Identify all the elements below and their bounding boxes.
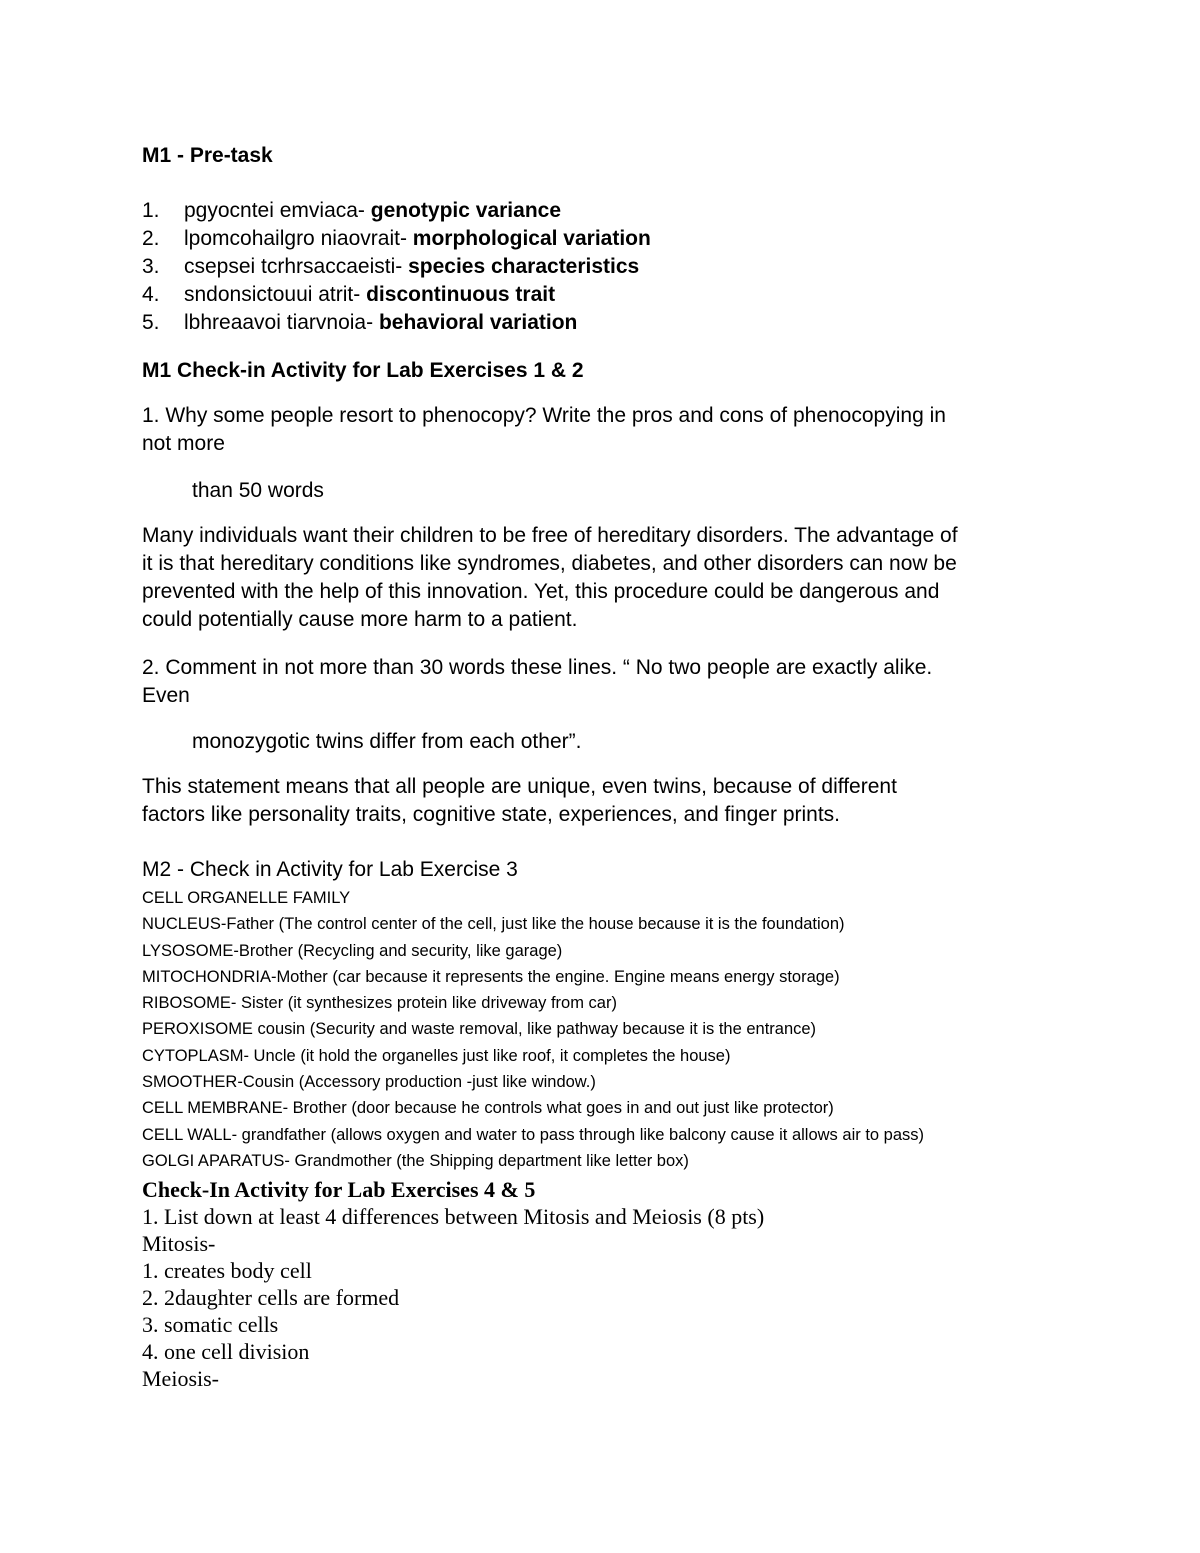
scrambled-word: pgyocntei emviaca- xyxy=(184,199,365,222)
answer-line: This statement means that all people are unique, even twins, because of different xyxy=(142,775,897,798)
content-line: 4. one cell division xyxy=(142,1339,310,1364)
answer-line: prevented with the help of this innovation. Yet, this procedure could be dangerous and xyxy=(142,580,940,603)
question-2-line3: monozygotic twins differ from each other”. xyxy=(192,730,582,753)
item-number: 2. xyxy=(142,227,160,250)
scrambled-word: lbhreaavoi tiarvnoia- xyxy=(184,311,374,334)
question-2-line2: Even xyxy=(142,684,190,707)
list-line: GOLGI APARATUS- Grandmother (the Shipping department like letter box) xyxy=(142,1151,689,1170)
item-number: 5. xyxy=(142,311,160,334)
answer: morphological variation xyxy=(412,227,651,250)
pretask-item xyxy=(142,281,651,309)
pretask-item xyxy=(142,253,651,281)
scrambled-word: lpomcohailgro niaovrait- xyxy=(184,227,407,250)
item-number: 4. xyxy=(142,283,160,306)
answer-2 xyxy=(142,773,897,829)
question-2-line1: 2. Comment in not more than 30 words these lines. “ No two people are exactly alike. xyxy=(142,656,933,679)
answer-1 xyxy=(142,522,958,634)
list-line: CYTOPLASM- Uncle (it hold the organelles just like roof, it completes the house) xyxy=(142,1046,731,1065)
m2-heading: M2 - Check in Activity for Lab Exercise 3 xyxy=(142,858,518,881)
pretask-heading: M1 - Pre-task xyxy=(142,144,273,167)
pretask-item xyxy=(142,225,651,253)
answer: species characteristics xyxy=(408,255,640,278)
answer-line: could potentially cause more harm to a patient. xyxy=(142,608,578,631)
answer-line: it is that hereditary conditions like syndromes, diabetes, and other disorders can now be xyxy=(142,552,957,575)
list-line: RIBOSOME- Sister (it synthesizes protein like driveway from car) xyxy=(142,994,617,1013)
checkin45-heading: Check-In Activity for Lab Exercises 4 & 5 xyxy=(142,1177,536,1202)
item-number: 1. xyxy=(142,199,160,222)
list-line: SMOOTHER-Cousin (Accessory production -just like window.) xyxy=(142,1073,596,1092)
content-line: 1. creates body cell xyxy=(142,1258,312,1283)
list-line: LYSOSOME-Brother (Recycling and security, like garage) xyxy=(142,941,563,960)
pretask-item xyxy=(142,309,651,337)
checkin12-heading: M1 Check-in Activity for Lab Exercises 1 & 2 xyxy=(142,359,584,382)
pretask-item xyxy=(142,197,651,225)
content-line: 3. somatic cells xyxy=(142,1312,279,1337)
question-1-line3: than 50 words xyxy=(192,479,324,502)
scrambled-word: sndonsictouui atrit- xyxy=(184,283,361,306)
content-line: Mitosis- xyxy=(142,1231,216,1256)
answer-line: factors like personality traits, cognitive state, experiences, and finger prints. xyxy=(142,803,841,826)
answer: behavioral variation xyxy=(378,311,578,334)
answer: discontinuous trait xyxy=(366,283,556,306)
content-line: Meiosis- xyxy=(142,1366,219,1391)
question-1-line1: 1. Why some people resort to phenocopy? Write the pros and cons of phenocopying in xyxy=(142,404,946,427)
pretask-list xyxy=(142,197,651,337)
checkin45-content xyxy=(142,1203,764,1392)
answer-line: Many individuals want their children to be free of hereditary disorders. The advantage of xyxy=(142,524,958,547)
list-line: MITOCHONDRIA-Mother (car because it represents the engine. Engine means energy storage) xyxy=(142,967,840,986)
list-line: NUCLEUS-Father (The control center of the cell, just like the house because it is the foundation) xyxy=(142,915,845,934)
organelle-family-list xyxy=(142,885,924,1174)
content-line: 2. 2daughter cells are formed xyxy=(142,1285,400,1310)
list-line: CELL ORGANELLE FAMILY xyxy=(142,889,351,907)
item-number: 3. xyxy=(142,255,160,278)
list-line: PEROXISOME cousin (Security and waste removal, like pathway because it is the entrance) xyxy=(142,1020,817,1039)
content-line: 1. List down at least 4 differences between Mitosis and Meiosis (8 pts) xyxy=(142,1204,765,1229)
list-line: CELL MEMBRANE- Brother (door because he controls what goes in and out just like protector) xyxy=(142,1099,834,1118)
question-1-line2: not more xyxy=(142,432,225,455)
answer: genotypic variance xyxy=(370,199,562,222)
scrambled-word: csepsei tcrhrsaccaeisti- xyxy=(184,255,403,278)
list-line: CELL WALL- grandfather (allows oxygen and water to pass through like balcony cause it allows air to pass) xyxy=(142,1125,925,1144)
